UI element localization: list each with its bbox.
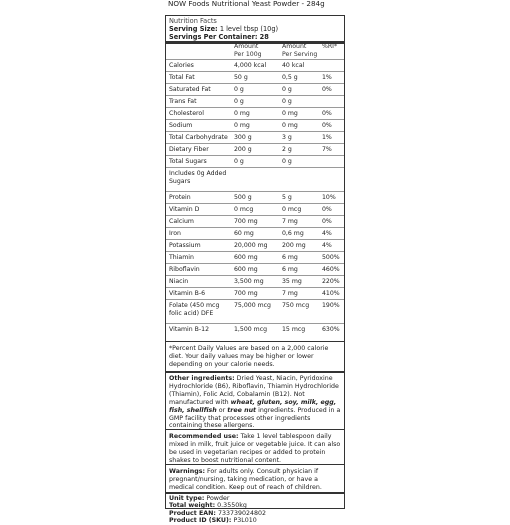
amount-per-serving: 0 mcg — [282, 206, 302, 213]
nutrient-name: Riboflavin — [169, 266, 200, 273]
amount-per-serving: 3 g — [282, 134, 292, 141]
amount-per-100g: 50 g — [234, 74, 248, 81]
amount-per-100g: 700 mg — [234, 218, 258, 225]
allergen-list: wheat, gluten, soy, milk, egg, fish, shellfish — [169, 398, 337, 414]
product-sku-value: P3L010 — [231, 517, 257, 525]
product-title: NOW Foods Nutritional Yeast Powder - 284g — [168, 0, 325, 8]
amount-per-100g: 0 mg — [234, 110, 250, 117]
col-perserving-line1: Amount — [282, 43, 307, 50]
amount-per-100g: 600 mg — [234, 266, 258, 273]
amount-per-serving: 7 mg — [282, 218, 298, 225]
total-weight-label: Total weight: — [169, 502, 216, 510]
total-weight-value: 0.3550kg — [215, 502, 247, 510]
amount-per-100g: 300 g — [234, 134, 252, 141]
ri-percent: 7% — [322, 146, 332, 153]
amount-per-serving: 5 g — [282, 194, 292, 201]
nutrient-row — [166, 299, 344, 324]
nutrient-name: Potassium — [169, 242, 201, 249]
amount-per-100g: 0 g — [234, 98, 244, 105]
ri-percent: 220% — [322, 278, 340, 285]
serving-size-value: 1 level tbsp (10g) — [219, 25, 279, 33]
nutrient-name: Sodium — [169, 122, 193, 129]
nutrient-name: Iron — [169, 230, 181, 237]
amount-per-serving: 40 kcal — [282, 62, 305, 69]
serving-size-label: Serving Size: — [169, 25, 218, 33]
amount-per-100g: 4,000 kcal — [234, 62, 267, 69]
recommended-rule — [166, 464, 344, 465]
warnings: Warnings: For adults only. Consult physician if pregnant/nursing, taking medication, or have a medical condition. Keep out of reach of children. — [169, 468, 322, 491]
col-ri: %RI* — [322, 43, 338, 50]
amount-per-100g: 20,000 mg — [234, 242, 268, 249]
recommended-use: Recommended use: Take 1 level tablespoon daily mixed in milk, fruit juice or vegetable juice. It can also be used in vegetarian recipes or added to protein shakes to boost nutritional content. — [169, 433, 341, 464]
ri-percent: 630% — [322, 326, 340, 333]
ingredients-rule — [166, 429, 344, 430]
amount-per-100g: 0 g — [234, 158, 244, 165]
amount-per-100g: 500 g — [234, 194, 252, 201]
col-perserving — [282, 43, 317, 58]
recommended-use-label: Recommended use: — [169, 433, 239, 440]
amount-per-100g: 60 mg — [234, 230, 254, 237]
nutrient-name: Cholesterol — [169, 110, 204, 117]
amount-per-serving: 200 mg — [282, 242, 306, 249]
amount-per-100g: 600 mg — [234, 254, 258, 261]
amount-per-100g: 0 g — [234, 86, 244, 93]
warnings-label: Warnings: — [169, 468, 205, 475]
amount-per-serving: 750 mcg — [282, 302, 310, 309]
ri-percent: 4% — [322, 230, 332, 237]
amount-per-serving: 0 mg — [282, 110, 298, 117]
amount-per-serving: 0 g — [282, 86, 292, 93]
nutrient-name: Protein — [169, 194, 191, 201]
ri-percent: 500% — [322, 254, 340, 261]
nutrient-name: Saturated Fat — [169, 86, 211, 93]
nutrient-name: Dietary Fiber — [169, 146, 209, 153]
amount-per-100g: 0 mg — [234, 122, 250, 129]
amount-per-serving: 15 mcg — [282, 326, 306, 333]
amount-per-serving: 0 g — [282, 98, 292, 105]
amount-per-100g: 200 g — [234, 146, 252, 153]
warnings-rule — [166, 492, 344, 494]
facts-header — [169, 17, 278, 41]
tree-nut-allergen: tree nut — [227, 406, 257, 414]
amount-per-serving: 0 mg — [282, 122, 298, 129]
amount-per-100g: 0 mcg — [234, 206, 254, 213]
amount-per-serving: 0 g — [282, 158, 292, 165]
ri-percent: 0% — [322, 110, 332, 117]
ri-percent: 4% — [322, 242, 332, 249]
unit-type-label: Unit type: — [169, 495, 205, 502]
other-ingredients-label: Other ingredients: — [169, 375, 235, 382]
nutrient-name: Total Fat — [169, 74, 195, 81]
footnote: *Percent Daily Values are based on a 2,000 calorie diet. Your daily values may be higher or lower depending on your calorie needs. — [169, 345, 329, 368]
nutrient-name: Includes 0g Added Sugars — [169, 170, 227, 185]
facts-heading: Nutrition Facts — [169, 17, 217, 25]
nutrient-name: Vitamin B-12 — [169, 326, 210, 333]
nutrient-name: Trans Fat — [169, 98, 197, 105]
amount-per-100g: 75,000 mcg — [234, 302, 271, 309]
product-sku-label: Product ID (SKU): — [169, 517, 232, 525]
product-ean-label: Product EAN: — [169, 509, 216, 517]
nutrient-name: Vitamin B-6 — [169, 290, 206, 297]
table-bottom-rule — [166, 341, 344, 342]
amount-per-serving: 35 mg — [282, 278, 302, 285]
nutrient-name: Thiamin — [169, 254, 194, 261]
nutrient-name: Calcium — [169, 218, 194, 225]
ri-percent: 190% — [322, 302, 340, 309]
amount-per-serving: 0,5 g — [282, 74, 298, 81]
other-ingredients: Other ingredients: Dried Yeast, Niacin, Pyridoxine Hydrochloride (B6), Riboflavin, Thiamin Hydrochloride (Thiamin), Folic Acid, Cobalamin (B12). Not manufactured with wheat, gluten, soy, milk, egg, fish, shellfish or tree nut ingredients. Produced in a GMP facility that processes other ingredients containing these allergens. — [169, 375, 341, 430]
unit-type-value: Powder — [204, 495, 230, 502]
ri-percent: 1% — [322, 134, 332, 141]
ri-percent: 0% — [322, 218, 332, 225]
col-per100-line2: Per 100g — [234, 50, 262, 58]
nutrient-name: Niacin — [169, 278, 189, 285]
nutrient-name: Folate (450 mcg folic acid) DFE — [169, 302, 220, 317]
col-perserving-line2: Per Serving — [282, 50, 318, 58]
amount-per-100g: 1,500 mcg — [234, 326, 268, 333]
amount-per-serving: 6 mg — [282, 254, 298, 261]
col-per100-line1: Amount — [234, 43, 259, 50]
nutrient-row — [166, 323, 344, 336]
ri-percent: 1% — [322, 74, 332, 81]
servings-value: 28 — [259, 33, 269, 41]
nutrient-name: Total Carbohydrate — [169, 134, 228, 141]
amount-per-serving: 0,6 mg — [282, 230, 304, 237]
col-per100 — [234, 43, 262, 58]
ri-percent: 410% — [322, 290, 340, 297]
ri-percent: 10% — [322, 194, 336, 201]
amount-per-serving: 6 mg — [282, 266, 298, 273]
nutrient-name: Vitamin D — [169, 206, 200, 213]
nutrient-row — [166, 167, 344, 192]
amount-per-serving: 7 mg — [282, 290, 298, 297]
nutrition-label-box — [165, 15, 345, 525]
product-ean-value: 733739024802 — [215, 509, 267, 517]
amount-per-100g: 3,500 mg — [234, 278, 264, 285]
nutrient-name: Calories — [169, 62, 194, 69]
ri-percent: 0% — [322, 122, 332, 129]
footnote-rule — [166, 371, 344, 373]
servings-label: Servings Per Container: — [169, 33, 258, 41]
ri-percent: 0% — [322, 206, 332, 213]
nutrient-name: Total Sugars — [169, 158, 207, 165]
amount-per-100g: 700 mg — [234, 290, 258, 297]
ri-percent: 460% — [322, 266, 340, 273]
ri-percent: 0% — [322, 86, 332, 93]
amount-per-serving: 2 g — [282, 146, 292, 153]
